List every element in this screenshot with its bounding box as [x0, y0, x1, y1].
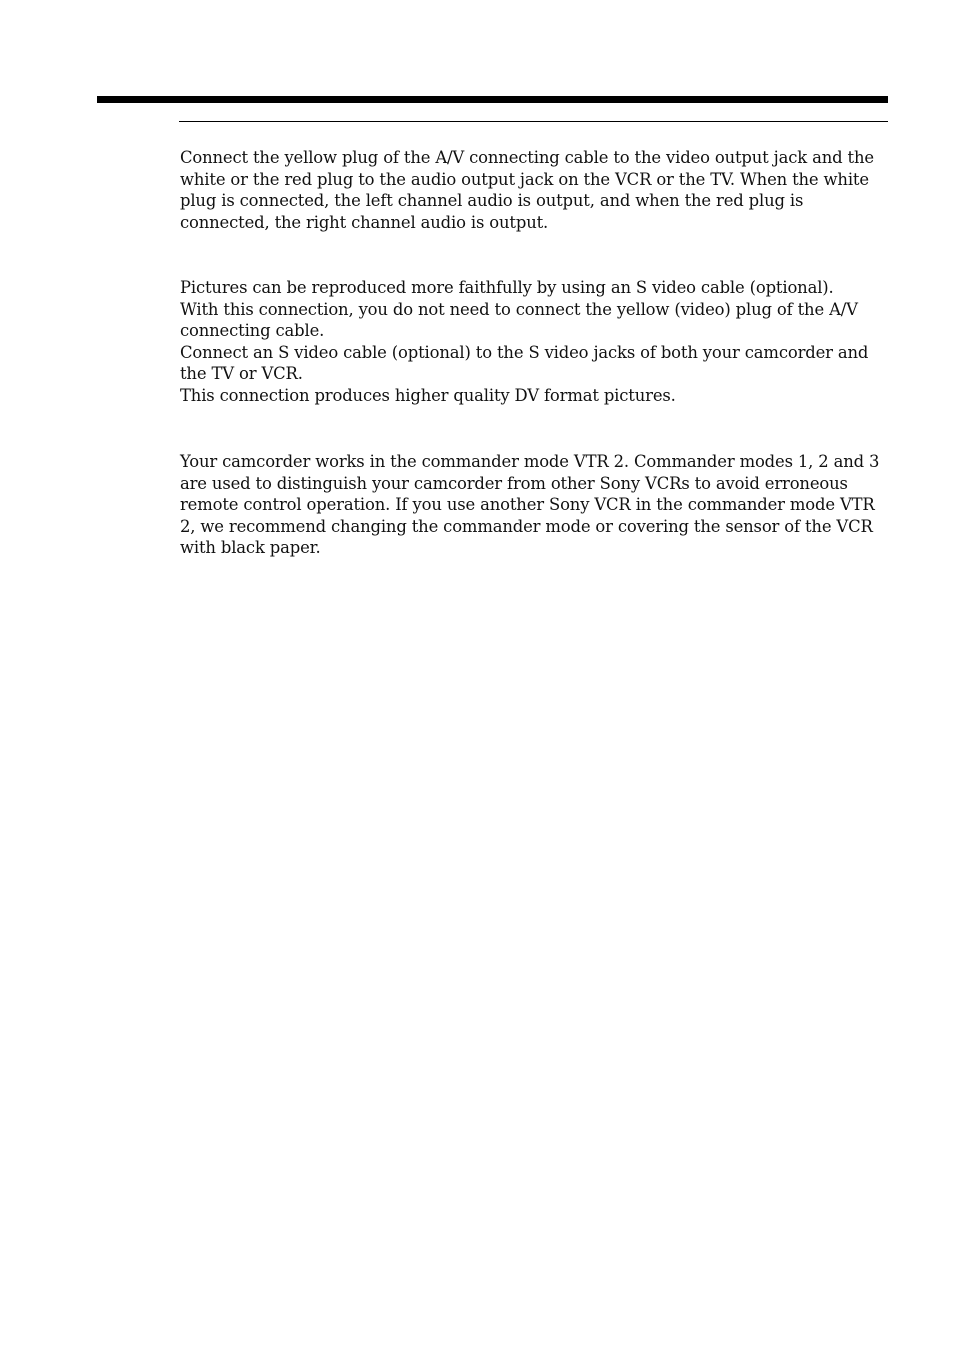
header-rule-thin — [179, 121, 888, 122]
paragraph: Connect an S video cable (optional) to the S video jacks of both your camcorder and the TV or VCR. — [180, 342, 869, 384]
paragraph: This connection produces higher quality DV format pictures. — [180, 385, 676, 405]
paragraph: Your camcorder works in the commander mode VTR 2. Commander modes 1, 2 and 3 are used to distinguish your camcorder from other Sony VCRs to avoid erroneous remote control operation. If you use another Sony VCR in the commander mode VTR 2, we recommend changing the commander mode or covering the sensor of the VCR with black paper. — [180, 452, 880, 558]
paragraph: With this connection, you do not need to connect the yellow (video) plug of the A/V connecting cable. — [180, 299, 858, 341]
section-av-cable-connection — [180, 147, 890, 233]
paragraph: Pictures can be reproduced more faithfully by using an S video cable (optional). — [180, 278, 834, 297]
paragraph: Connect the yellow plug of the A/V connecting cable to the video output jack and the white or the red plug to the audio output jack on the VCR or the TV. When the white plug is connected, the left channel audio is output, and when the red plug is connected, the right channel audio is output. — [180, 148, 874, 232]
section-s-video-connection — [180, 277, 890, 407]
header-rule-thick — [97, 96, 888, 103]
section-commander-mode — [180, 451, 890, 559]
